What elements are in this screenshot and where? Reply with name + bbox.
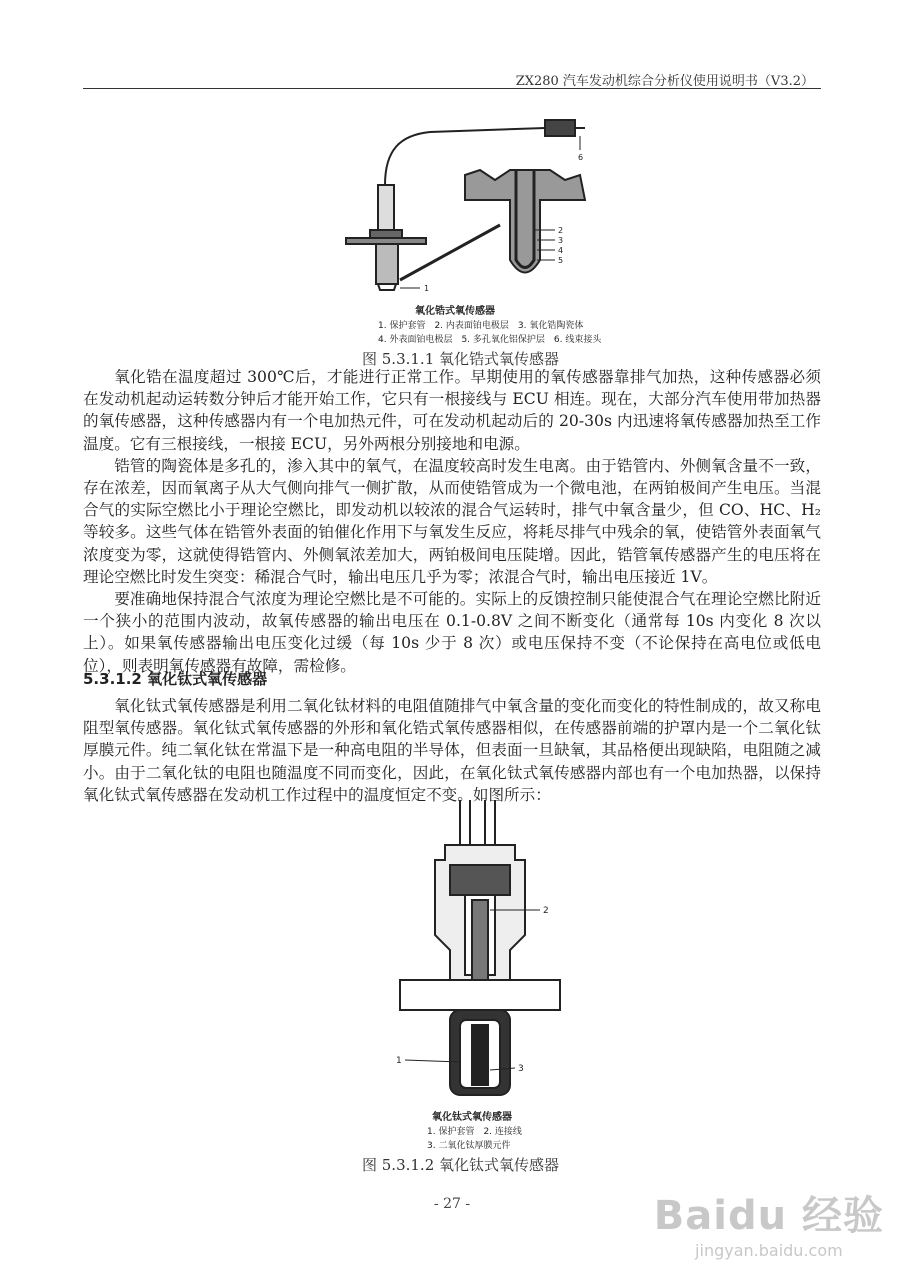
callout-3: 3 [558, 236, 564, 245]
callout-5: 5 [558, 256, 564, 265]
watermark-logo: Baidu 经验 [653, 1193, 884, 1239]
watermark [654, 1184, 884, 1260]
watermark-url: jingyan.baidu.com [695, 1241, 843, 1260]
body-text-1 [83, 366, 821, 677]
zirconia-sensor-diagram [340, 110, 620, 300]
figure2-title: 氧化钛式氧传感器 [432, 1112, 512, 1123]
figure1-legend-line1: 1. 保护套管 2. 内表面铂电极层 3. 氧化锆陶瓷体 [378, 321, 584, 331]
callout-1: 1 [396, 1056, 402, 1066]
callout-6: 6 [578, 153, 584, 162]
figure2-caption: 图 5.3.1.2 氧化钛式氧传感器 [362, 1156, 560, 1174]
paragraph: 要准确地保持混合气浓度为理论空燃比是不可能的。实际上的反馈控制只能使混合气在理论空燃比附近一个狭小的范围内波动，故氧传感器的输出电压在 0.1-0.8V 之间不断变化（通常每 10s 内变化 8 次以上）。如果氧传感器输出电压变化过缓（每 10s 少于 8 次）或电压保持不变（不论保持在高电位或低电位），则表明氧传感器有故障，需检修。 [83, 590, 821, 675]
figure2-legend-line1: 1. 保护套管 2. 连接线 [427, 1127, 522, 1137]
callout-4: 4 [558, 246, 564, 255]
header-rule [83, 88, 821, 89]
titania-sensor-diagram [390, 800, 570, 1110]
section-heading: 5.3.1.2 氧化钛式氧传感器 [83, 670, 268, 688]
callout-2: 2 [558, 226, 564, 235]
page-number: - 27 - [433, 1196, 471, 1212]
paragraph: 锆管的陶瓷体是多孔的，渗入其中的氧气，在温度较高时发生电离。由于锆管内、外侧氧含量不一致，存在浓差，因而氧离子从大气侧向排气一侧扩散，从而使锆管成为一个微电池，在两铂极间产生电压。当混合气的实际空燃比小于理论空燃比，即发动机以较浓的混合气运转时，排气中氧含量少，但 CO、HC、H₂等较多。这些气体在锆管外表面的铂催化作用下与氧发生反应，将耗尽排气中残余的氧，使锆管外表面氧气浓度变为零，这就使得锆管内、外侧氧浓差加大，两铂极间电压陡增。因此，锆管氧传感器产生的电压将在理论空燃比时发生突变：稀混合气时，输出电压几乎为零；浓混合气时，输出电压接近 1V。 [83, 456, 821, 586]
figure1-title: 氧化锆式氧传感器 [415, 306, 495, 317]
figure1-caption: 图 5.3.1.1 氧化锆式氧传感器 [362, 350, 560, 368]
body-text-2 [83, 695, 821, 806]
paragraph: 氧化钛式氧传感器是利用二氧化钛材料的电阻值随排气中氧含量的变化而变化的特性制成的，故又称电阻型氧传感器。氧化钛式氧传感器的外形和氧化锆式氧传感器相似，在传感器前端的护罩内是一个二氧化钛厚膜元件。纯二氧化钛在常温下是一种高电阻的半导体，但表面一旦缺氧，其品格便出现缺陷，电阻随之减小。由于二氧化钛的电阻也随温度不同而变化，因此，在氧化钛式氧传感器内部也有一个电加热器，以保持氧化钛式氧传感器在发动机工作过程中的温度恒定不变。如图所示： [83, 697, 821, 804]
figure1-legend-line2: 4. 外表面铂电极层 5. 多孔氧化铝保护层 6. 线束接头 [378, 335, 602, 345]
callout-3: 3 [518, 1064, 524, 1074]
callout-1: 1 [424, 284, 430, 293]
running-header: ZX280 汽车发动机综合分析仪使用说明书（V3.2） [515, 74, 814, 89]
callout-2: 2 [543, 906, 549, 916]
paragraph: 氧化锆在温度超过 300℃后，才能进行正常工作。早期使用的氧传感器靠排气加热，这种传感器必须在发动机起动运转数分钟后才能开始工作，它只有一根接线与 ECU 相连。现在，大部分汽车使用带加热器的氧传感器，这种传感器内有一个电加热元件，可在发动机起动后的 20-30s 内迅速将氧传感器加热至工作温度。它有三根接线，一根接 ECU，另外两根分别接地和电源。 [83, 368, 821, 453]
figure2-legend-line2: 3. 二氧化钛厚膜元件 [427, 1141, 511, 1151]
